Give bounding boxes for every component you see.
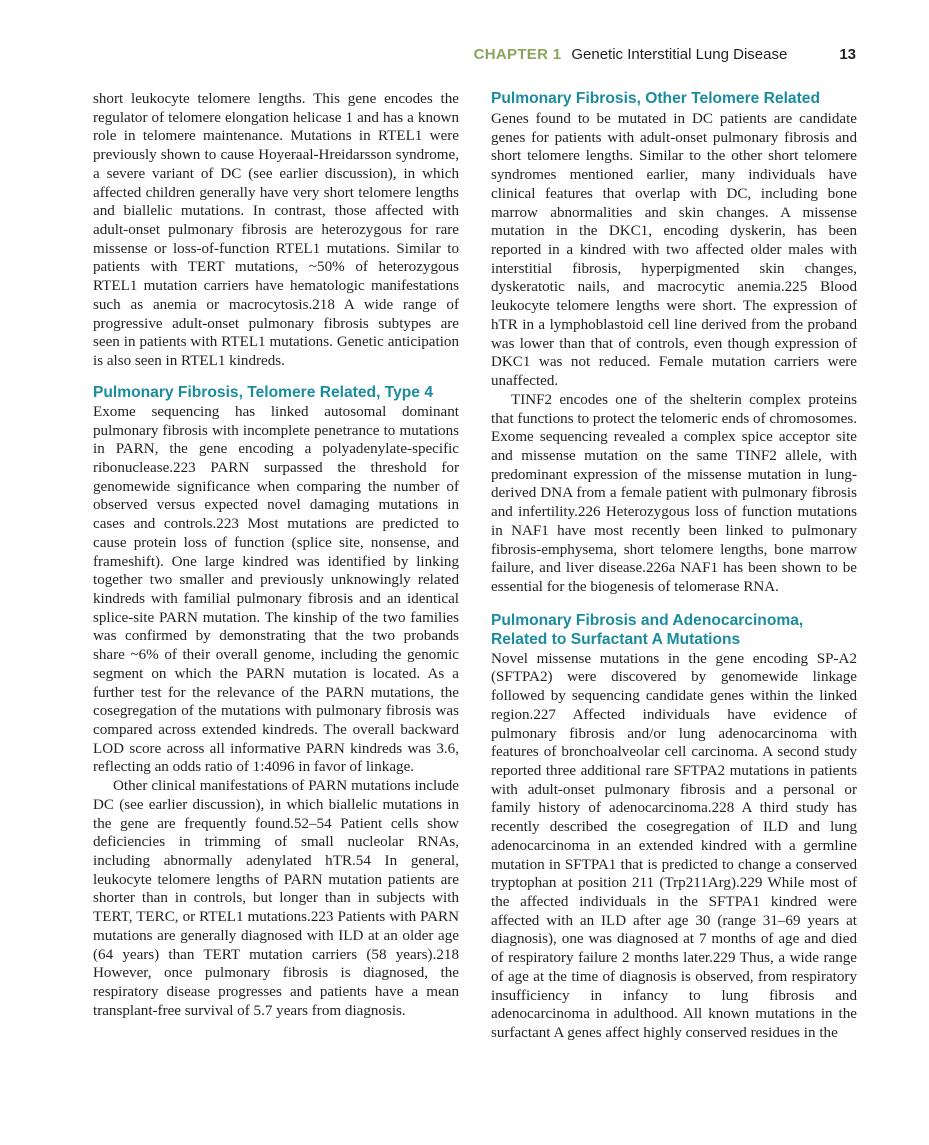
body-paragraph: Exome sequencing has linked autosomal dominant pulmonary fibrosis with incomplete penetrance to mutations in PARN, the gene encoding a polyadenylate-specific ribonuclease.223 PARN surpassed the threshold for genomewide significance when comparing the number of observed versus expected novel damaging mutations in cases and controls.223 Most mutations are predicted to cause protein loss of function (splice site, nonsense, and frameshift). One large kindred was identified by linking together two smaller and previously unknowingly related kindreds with familial pulmonary fibrosis and an identical splice-site PARN mutation. The kinship of the two families was confirmed by demonstrating that the two probands share ~6% of their overall genome, including the genomic segment on which the PARN mutation is located. As a further test for the relevance of the PARN mutations, the cosegregation of the mutations with pulmonary fibrosis was compared across extended kindreds. The overall backward LOD score across all informative PARN kindreds was 3.6, reflecting an odds ratio of 1:4096 in favor of linkage.	[93, 403, 459, 776]
right-column	[491, 90, 857, 1043]
page-number: 13	[839, 46, 856, 63]
body-paragraph: Other clinical manifestations of PARN mutations include DC (see earlier discussion), in which biallelic mutations in the gene are frequently found.52–54 Patient cells show deficiencies in trimming of small nucleolar RNAs, including abnormally adenylated hTR.54 In general, leukocyte telomere lengths of PARN mutation patients are shorter than in controls, but longer than in subjects with TERT, TERC, or RTEL1 mutations.223 Patients with PARN mutations are generally diagnosed with ILD at an older age (64 years) than TERT mutation carriers (58 years).218 However, once pulmonary fibrosis is diagnosed, the respiratory disease progresses and patients have a mean transplant-free survival of 5.7 years from diagnosis.	[93, 778, 459, 1019]
body-paragraph: short leukocyte telomere lengths. This gene encodes the regulator of telomere elongation helicase 1 and has a known role in telomere maintenance. Mutations in RTEL1 were previously shown to cause Hoyeraal-Hreidarsson syndrome, a severe variant of DC (see earlier discussion), in which affected children generally have very short telomere lengths and biallelic mutations. In contrast, those affected with adult-onset pulmonary fibrosis are heterozygous for rare missense or loss-of-function RTEL1 mutations. Similar to patients with TERT mutations, ~50% of heterozygous RTEL1 mutation carriers have hematologic manifestations such as anemia or macrocytosis.218 A wide range of progressive adult-onset pulmonary fibrosis subtypes are seen in patients with RTEL1 mutations. Genetic anticipation is also seen in RTEL1 kindreds.	[93, 91, 459, 370]
chapter-label: CHAPTER 1	[473, 46, 562, 63]
section-heading: Pulmonary Fibrosis and Adenocarcinoma, Related to Surfactant A Mutations	[491, 611, 804, 648]
left-column	[93, 90, 459, 1021]
section-heading: Pulmonary Fibrosis, Other Telomere Related	[491, 90, 820, 107]
body-paragraph: TINF2 encodes one of the shelterin complex proteins that functions to protect the telomeric ends of chromosomes. Exome sequencing revealed a complex spice acceptor site and missense mutation on the same TINF2 allele, with predominant expression of the missense mutation in lung-derived DNA from a female patient with pulmonary fibrosis and infertility.226 Heterozygous loss of function mutations in NAF1 have most recently been linked to pulmonary fibrosis-emphysema, short telomere lengths, bone marrow failure, and liver disease.226a NAF1 has been shown to be essential for the biogenesis of telomerase RNA.	[491, 391, 857, 595]
body-paragraph: Novel missense mutations in the gene encoding SP-A2 (SFTPA2) were discovered by genomewide linkage followed by sequencing candidate genes within the linked region.227 Affected individuals have evidence of pulmonary fibrosis and/or lung adenocarcinoma with features of bronchoalveolar cell carcinoma. A second study reported three additional rare SFTPA2 mutations in patients with adult-onset pulmonary fibrosis and a personal or family history of adenocarcinoma.228 A third study has recently described the cosegregation of ILD and lung adenocarcinoma in an extended kindred with a germline mutation in SFTPA1 that is predicted to change a conserved tryptophan at position 211 (Trp211Arg).229 While most of the affected individuals in the SFTPA1 kindred were affected with an ILD after age 30 (range 31–69 years at diagnosis), one was diagnosed at 7 months of age and died of respiratory failure 2 months later.229 Thus, a wide range of age at the time of diagnosis is observed, from respiratory insufficiency in infancy to lung fibrosis and adenocarcinoma in adulthood. All known mutations in the surfactant A genes affect highly conserved residues in the	[491, 650, 857, 1042]
running-header	[474, 46, 856, 63]
chapter-title: Genetic Interstitial Lung Disease	[571, 46, 788, 63]
body-paragraph: Genes found to be mutated in DC patients are candidate genes for patients with adult-onset pulmonary fibrosis and short telomere lengths. Similar to the other short telomere syndromes mentioned earlier, many individuals have clinical features that overlap with DC, including bone marrow abnormalities and skin changes. A missense mutation in the DKC1, encoding dyskerin, has been reported in a kindred with two affected older males with interstitial fibrosis, hyperpigmented skin changes, dyskeratotic nails, and macrocytic anemia.225 Blood leukocyte telomere lengths were short. The expression of hTR in a lymphoblastoid cell line derived from the proband was lower than that of controls, even though expression of DKC1 was not reduced. Female mutation carriers were unaffected.	[491, 111, 857, 390]
section-heading: Pulmonary Fibrosis, Telomere Related, Type 4	[93, 383, 433, 401]
